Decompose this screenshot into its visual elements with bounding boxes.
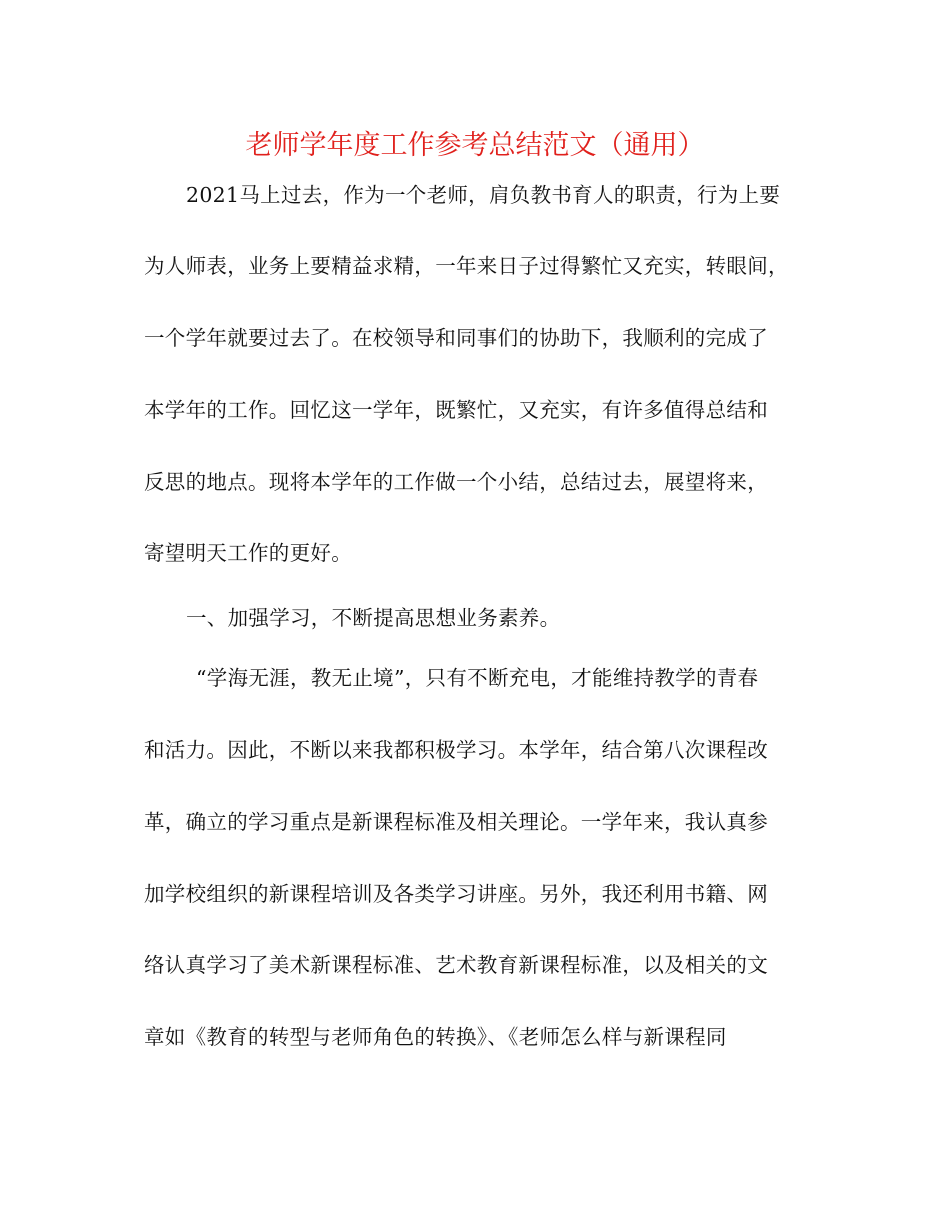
paragraph-line: 一个学年就要过去了。在校领导和同事们的协助下，我顺利的完成了 [144,326,768,350]
paragraph-line: 加学校组织的新课程培训及各类学习讲座。另外，我还利用书籍、网 [144,882,768,906]
paragraph-line: 为人师表，业务上要精益求精，一年来日子过得繁忙又充实，转眼间， [144,254,789,278]
paragraph-line: 和活力。因此，不断以来我都积极学习。本学年，结合第八次课程改 [144,738,768,762]
paragraph-line: 寄望明天工作的更好。 [144,541,352,565]
document-title: 老师学年度工作参考总结范文（通用） [245,130,705,161]
paragraph-line: 2021马上过去，作为一个老师，肩负教书育人的职责，行为上要 [186,183,781,207]
section-heading: 一、加强学习，不断提高思想业务素养。 [186,606,561,630]
paragraph-line: 络认真学习了美术新课程标准、艺术教育新课程标准，以及相关的文 [144,953,768,977]
paragraph-line: 章如《教育的转型与老师角色的转换》、《老师怎么样与新课程同 [144,1025,727,1049]
paragraph-line: 本学年的工作。回忆这一学年，既繁忙，又充实，有许多值得总结和 [144,398,768,422]
paragraph-line: 革，确立的学习重点是新课程标准及相关理论。一学年来，我认真参 [144,810,768,834]
paragraph-line: 反思的地点。现将本学年的工作做一个小结，总结过去，展望将来， [144,470,768,494]
paragraph-line: “学海无涯，教无止境”，只有不断充电，才能维持教学的青春 [196,666,759,690]
